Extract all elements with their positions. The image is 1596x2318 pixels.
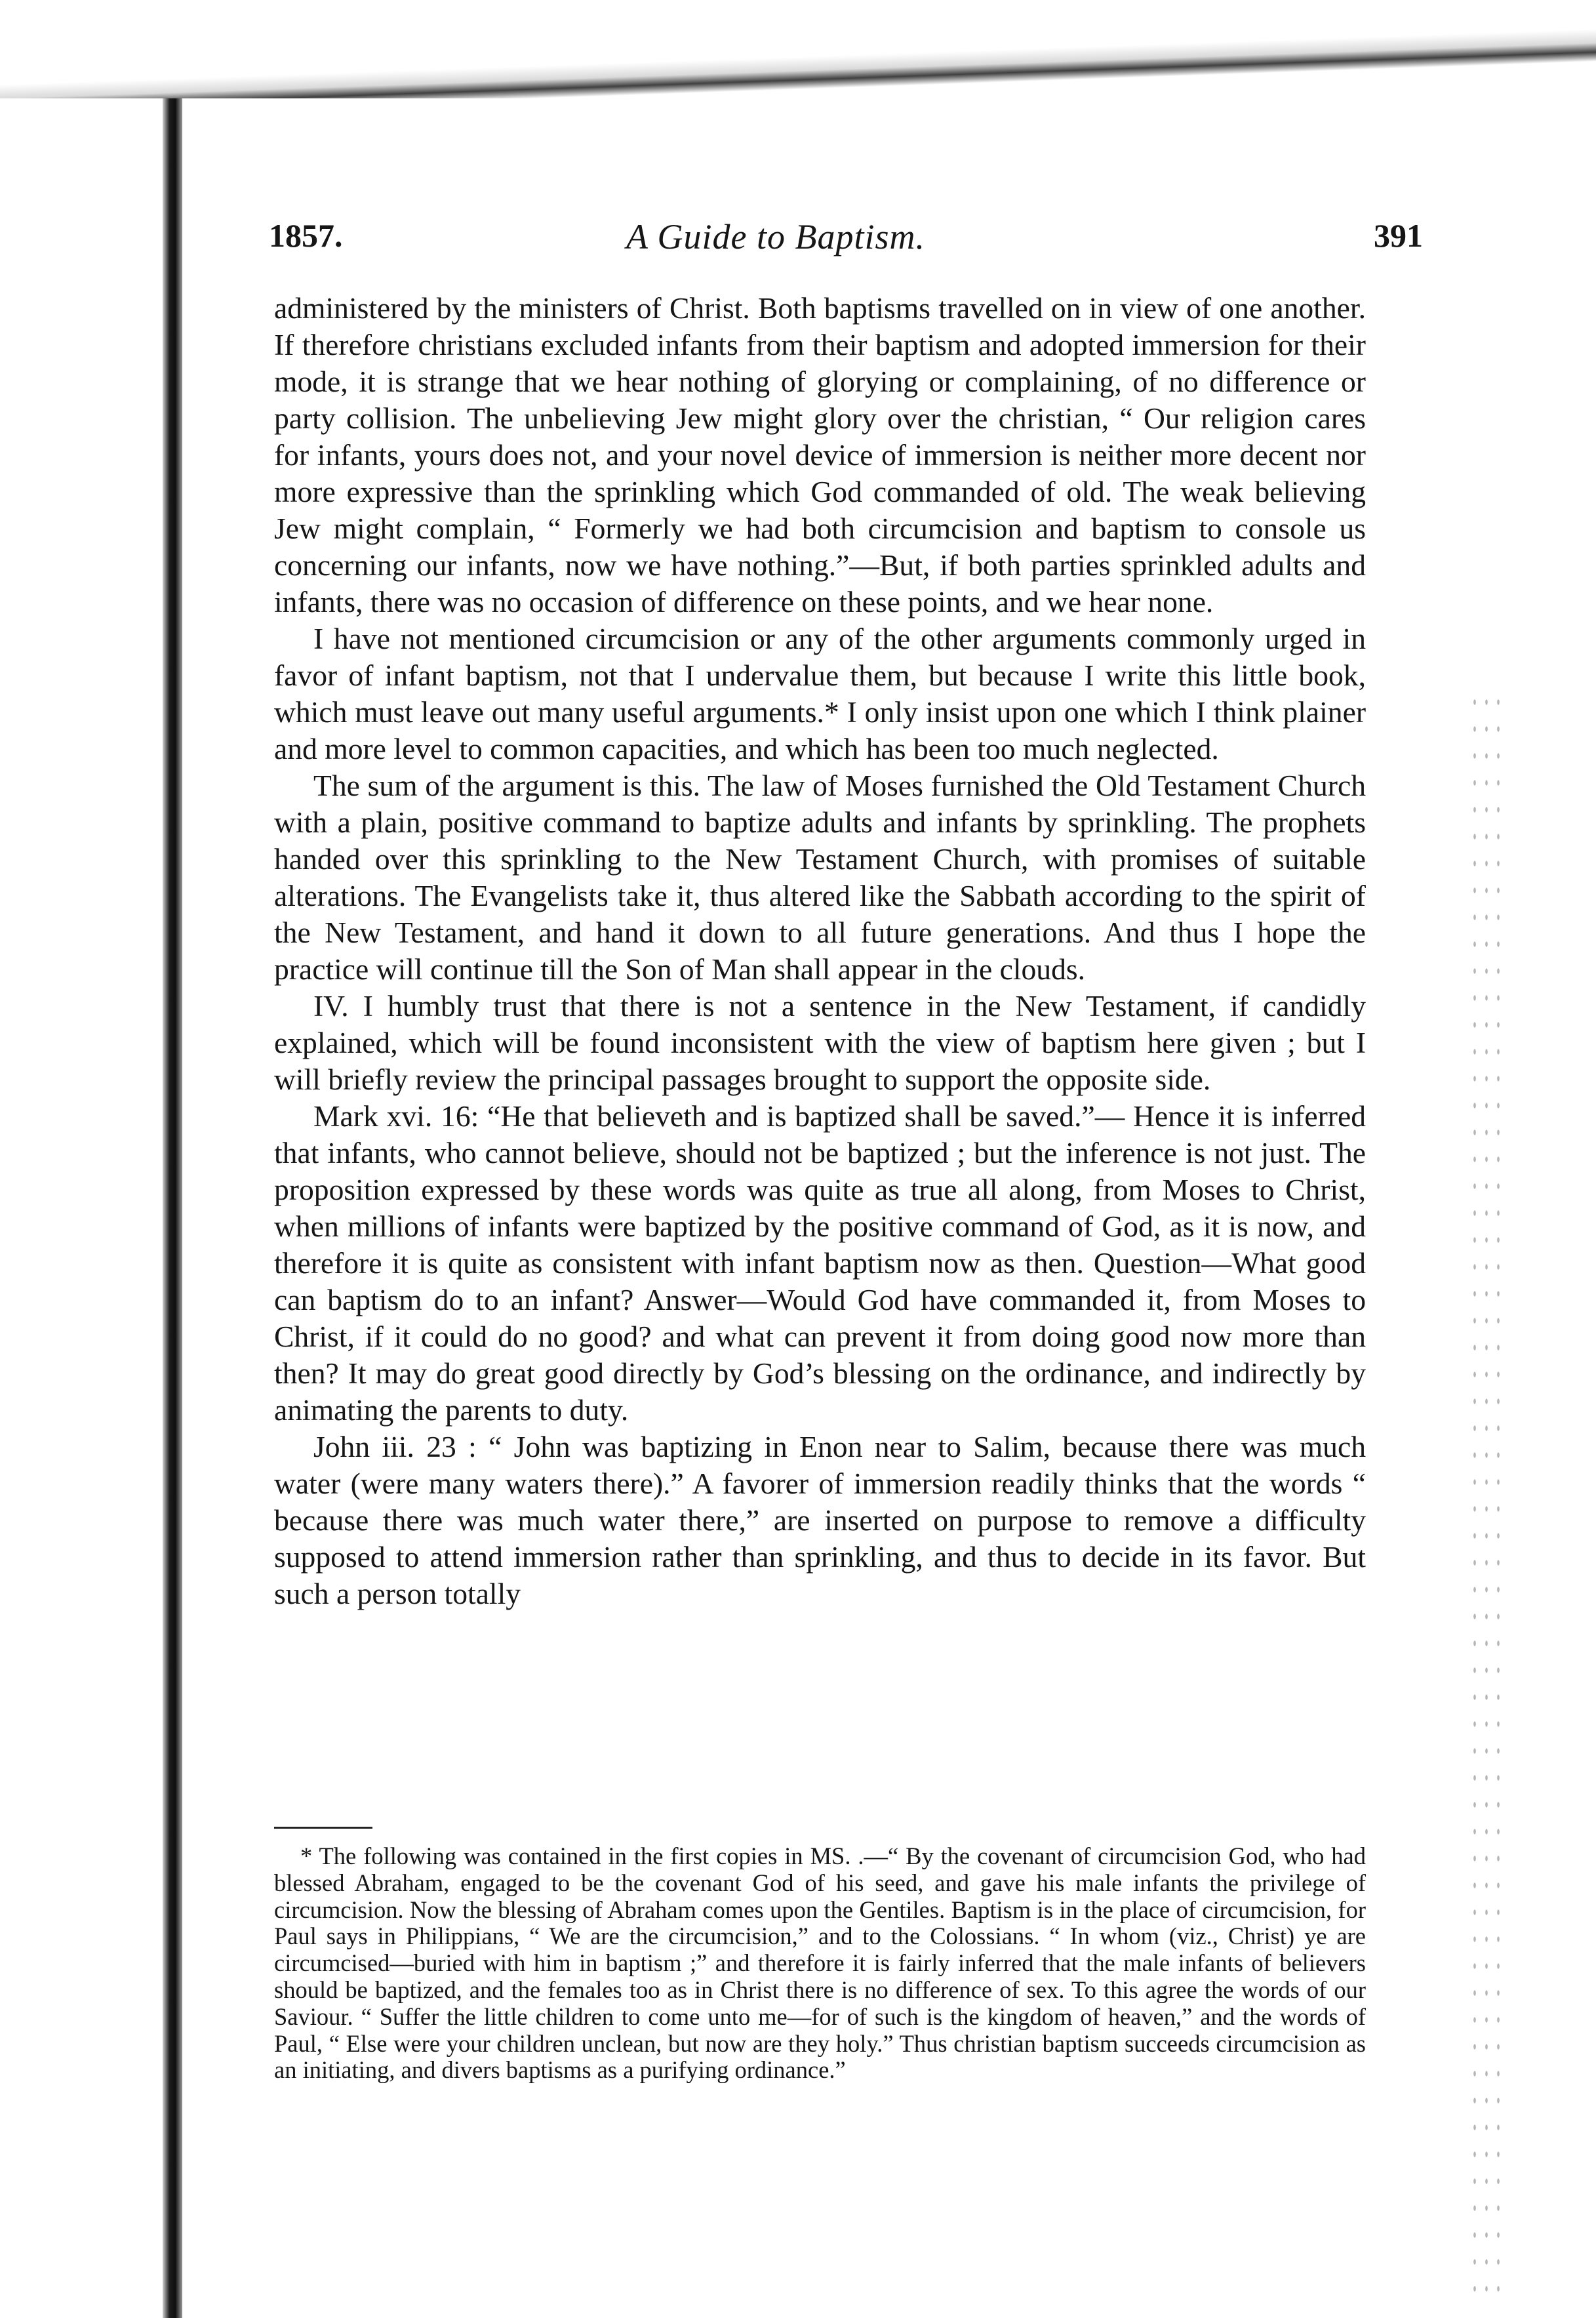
scan-speckle-right [1469,689,1508,2296]
paragraph: John iii. 23 : “ John was baptizing in Enon near to Salim, because there was much water (were many waters there).” A favorer of immersion readily thinks that the words “ because there was much water there,” are inserted on purpose to remove a difficulty supposed to attend immersion rather than sprinkling, and thus to decide in its favor. But such a person totally [274,1430,1366,1610]
page-header [269,216,1423,269]
running-title: A Guide to Baptism. [626,217,925,256]
footnote-text: * The following was contained in the first copies in MS. .—“ By the covenant of circumcision God, who had blessed Abraham, engaged to be the covenant God of his seed, and gave his male infants the privilege of circumcision. Now the blessing of Abraham comes upon the Gentiles. Baptism is in the place of circumcision, for Paul says in Philippians, “ We are the circumcision,” and to the Colossians. “ In whom (viz., Christ) ye are circumcised—buried with him in baptism ;” and therefore it is fairly inferred that the male infants of believers should be baptized, and the females too as in Christ there is no difference of sex. To this agree the words of our Saviour. “ Suffer the little children to come unto me—for of such is the kingdom of heaven,” and the words of Paul, “ Else were your children unclean, but now are they holy.” Thus christian baptism succeeds circumcision as an initiating, and divers baptisms as a purifying ordinance.” [274,1842,1366,2084]
paragraph: I have not mentioned circumcision or any of the other arguments commonly urged in favor of infant baptism, not that I undervalue them, but because I write this little book, which must leave out many useful arguments.* I only insist upon one which I think plainer and more level to common capacities, and which has been too much neglected. [274,622,1366,765]
footnote-divider [274,1827,372,1829]
page-number: 391 [1374,217,1423,254]
paragraph: administered by the ministers of Christ. Both baptisms travelled on in view of one another. If therefore christians excluded infants from their baptism and adopted immersion for their mode, it is strange that we hear nothing of glorying or complaining, of no difference or party collision. The unbelieving Jew might glory over the christian, “ Our religion cares for infants, yours does not, and your novel device of immersion is neither more decent nor more expressive than the sprinkling which God commanded of old. The weak believing Jew might complain, “ Formerly we had both circumcision and baptism to console us concerning our infants, now we have nothing.”—But, if both parties sprinkled adults and infants, there was no occasion of difference on these points, and we hear none. [274,291,1366,619]
scan-binding-shadow [163,98,182,2318]
scan-edge-top [0,0,1596,98]
paragraph: The sum of the argument is this. The law of Moses furnished the Old Testament Church with a plain, positive command to baptize adults and infants by sprinkling. The prophets handed over this sprinkling to the New Testament Church, with promises of suitable alterations. The Evangelists take it, thus altered like the Sabbath according to the spirit of the New Testament, and hand it down to all future generations. And thus I hope the practice will continue till the Son of Man shall appear in the clouds. [274,769,1366,986]
paragraph: Mark xvi. 16: “He that believeth and is baptized shall be saved.”— Hence it is inferred that infants, who cannot believe, should not be baptized ; but the inference is not just. The proposition expressed by these words was quite as true all along, from Moses to Christ, when millions of infants were baptized by the positive command of God, as it is now, and therefore it is quite as consistent with infant baptism now as then. Question—What good can baptism do to an infant? Answer—Would God have commanded it, from Moses to Christ, if it could do no good? and what can prevent it from doing good now more than then? It may do great good directly by God’s blessing on the ordinance, and indirectly by animating the parents to duty. [274,1099,1366,1427]
footnote [274,1843,1366,2084]
paragraph: IV. I humbly trust that there is not a sentence in the New Testament, if candidly explained, which will be found inconsistent with the view of baptism here given ; but I will briefly review the principal passages brought to support the opposite side. [274,989,1366,1096]
header-year: 1857. [269,217,343,254]
body-text [274,290,1366,1612]
